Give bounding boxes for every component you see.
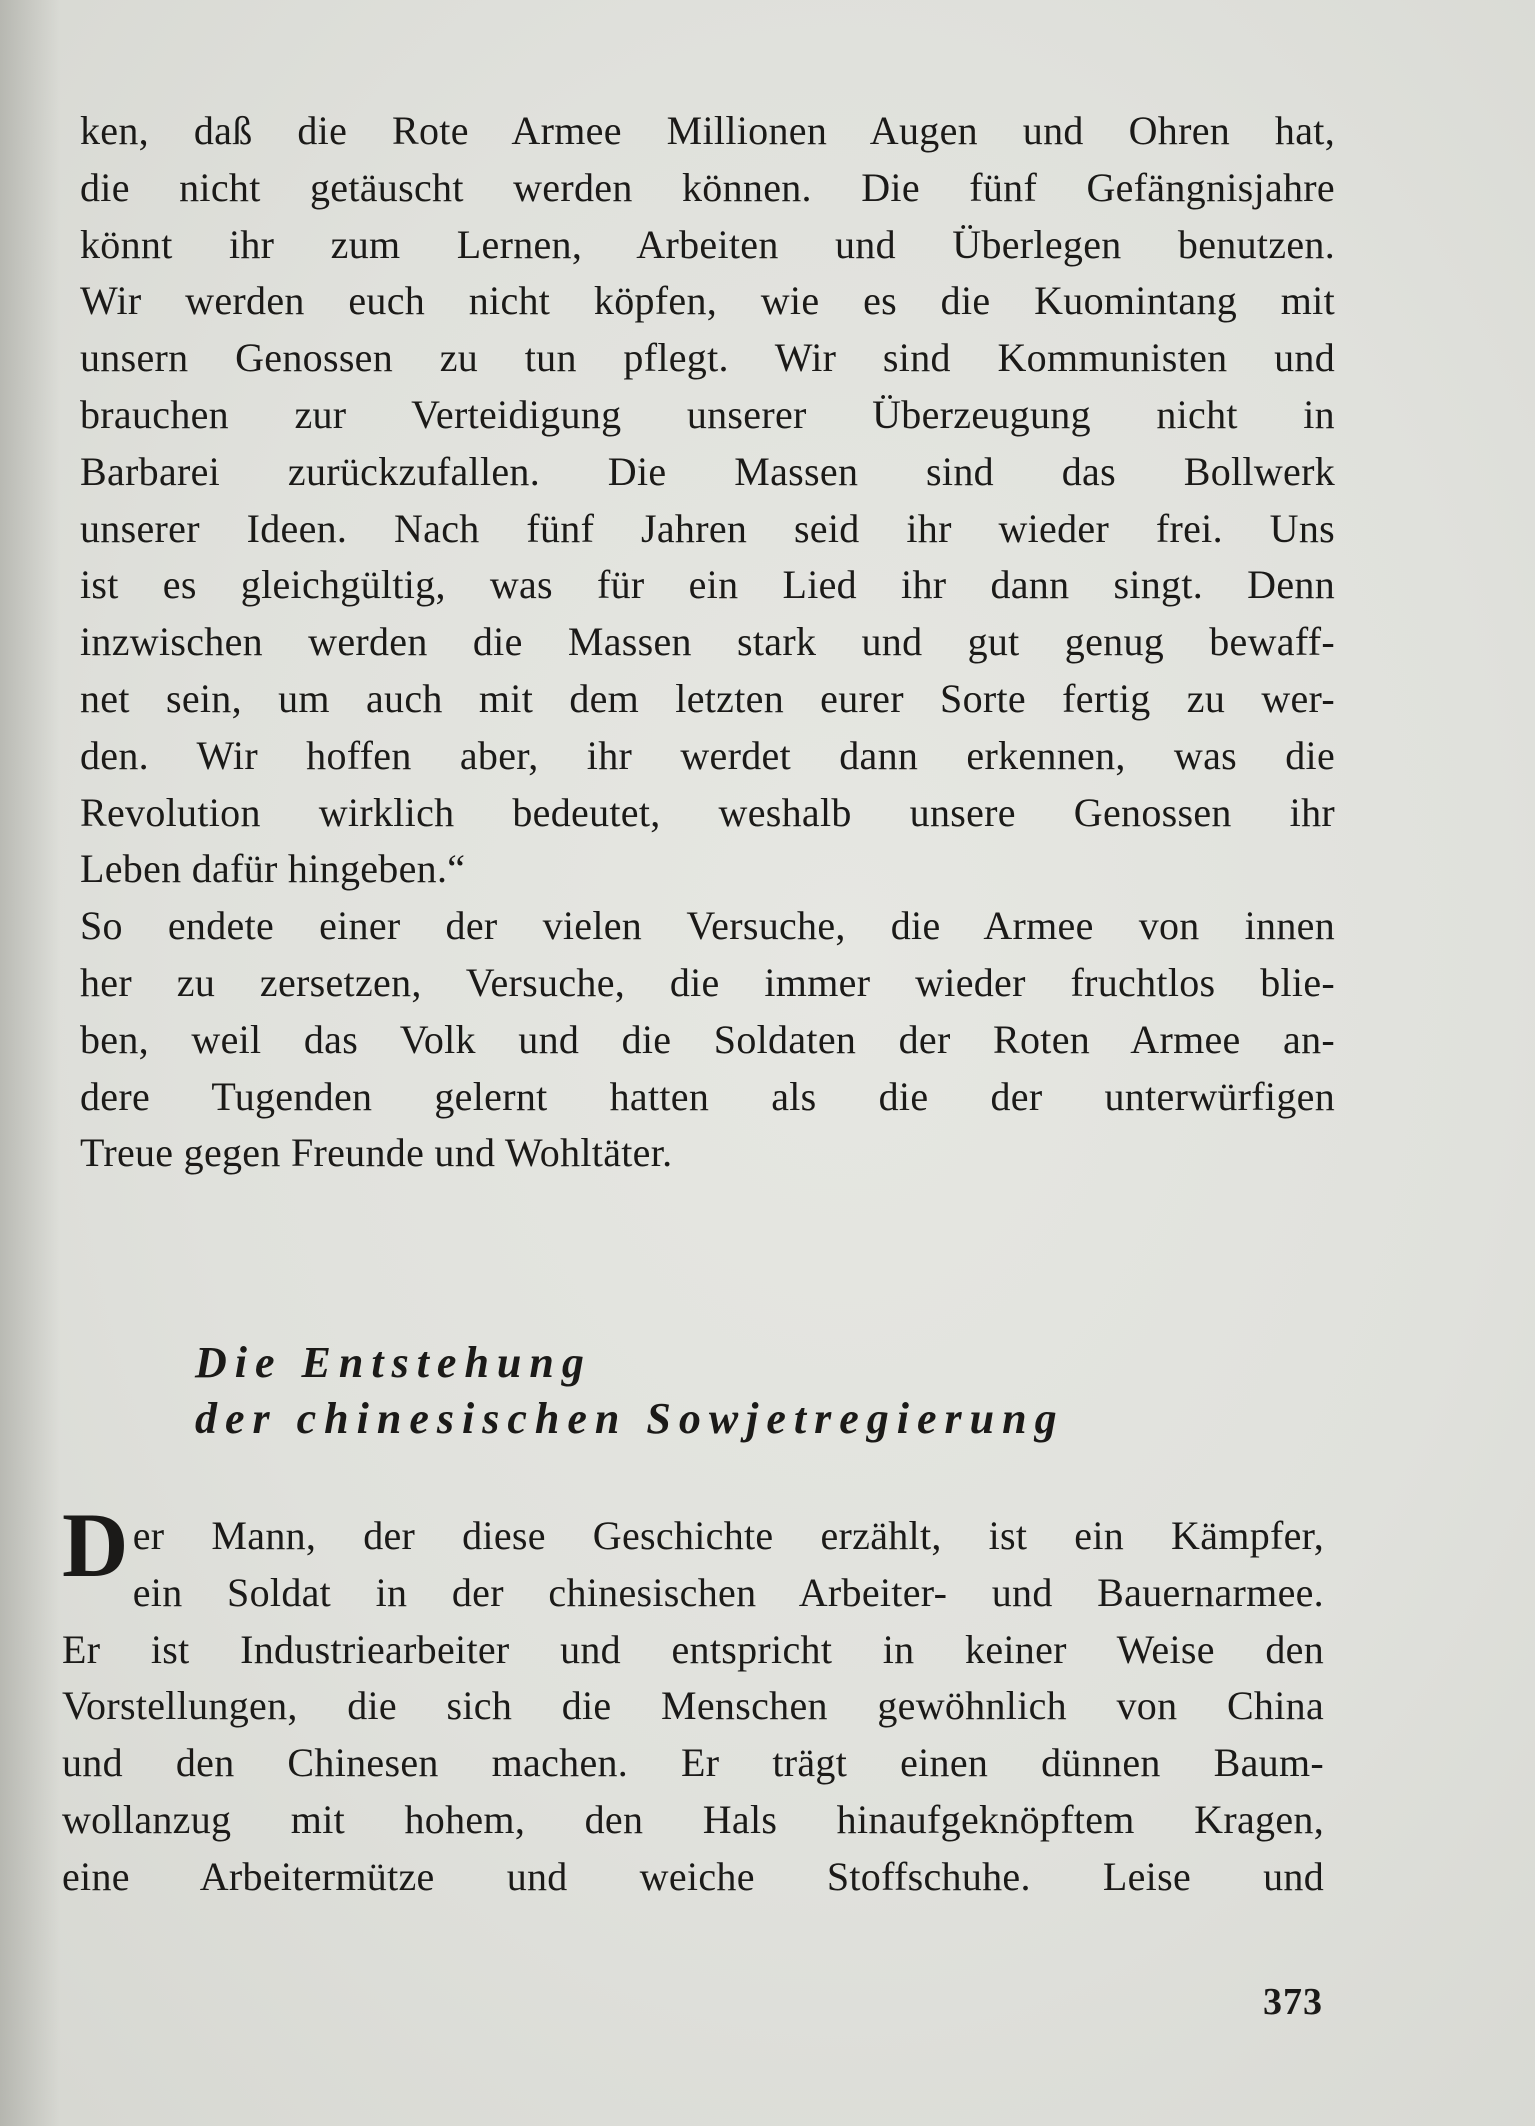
page-number: 373 xyxy=(1263,1981,1323,2023)
text-line: unserer Ideen. Nach fünf Jahren seid ihr wieder frei. Uns xyxy=(80,505,1335,551)
text-line: eine Arbeitermütze und weiche Stoffschuhe. Leise und xyxy=(62,1853,1324,1899)
text-line: und den Chinesen machen. Er trägt einen dünnen Baum- xyxy=(62,1740,1324,1786)
text-line: ben, weil das Volk und die Soldaten der Roten Armee an- xyxy=(80,1016,1335,1062)
text-line: den. Wir hoffen aber, ihr werdet dann erkennen, was die xyxy=(80,732,1335,778)
text-line: die nicht getäuscht werden können. Die fünf Gefängnisjahre xyxy=(80,164,1335,210)
text-line: brauchen zur Verteidigung unserer Überzeugung nicht in xyxy=(80,391,1335,437)
text-line: unsern Genossen zu tun pflegt. Wir sind Kommunisten und xyxy=(80,335,1335,381)
continuation-text xyxy=(80,103,1335,1182)
text-line: Er ist Industriearbeiter und entspricht in keiner Weise den xyxy=(62,1626,1324,1672)
chapter-heading xyxy=(195,1335,1065,1447)
text-line: inzwischen werden die Massen stark und gut genug bewaff- xyxy=(80,619,1335,665)
text-line: Vorstellungen, die sich die Menschen gewöhnlich von China xyxy=(62,1683,1324,1729)
text-line: dere Tugenden gelernt hatten als die der unterwürfigen xyxy=(80,1073,1335,1119)
text-line: her zu zersetzen, Versuche, die immer wieder fruchtlos blie- xyxy=(80,959,1335,1005)
chapter-heading-line-1: Die Entstehung xyxy=(195,1338,592,1387)
text-line: Barbarei zurückzufallen. Die Massen sind das Bollwerk xyxy=(80,448,1335,494)
text-line: Leben dafür hingeben.“ xyxy=(80,846,466,892)
text-line: könnt ihr zum Lernen, Arbeiten und Überlegen benutzen. xyxy=(80,221,1335,267)
text-line: ein Soldat in der chinesischen Arbeiter- und Bauernarmee. xyxy=(132,1569,1324,1615)
text-line: Revolution wirklich bedeutet, weshalb unsere Genossen ihr xyxy=(80,789,1335,835)
text-line: So endete einer der vielen Versuche, die Armee von innen xyxy=(80,903,1335,949)
drop-cap: D xyxy=(62,1494,129,1596)
gutter-shadow xyxy=(0,0,60,2126)
text-line: ist es gleichgültig, was für ein Lied ihr dann singt. Denn xyxy=(80,562,1335,608)
text-line: Treue gegen Freunde und Wohltäter. xyxy=(80,1130,673,1176)
chapter-heading-line-2: der chinesischen Sowjetregierung xyxy=(195,1394,1065,1443)
text-line: net sein, um auch mit dem letzten eurer Sorte fertig zu wer- xyxy=(80,675,1335,721)
text-line: wollanzug mit hohem, den Hals hinaufgeknöpftem Kragen, xyxy=(62,1796,1324,1842)
chapter-text xyxy=(62,1494,1324,1906)
text-line: Wir werden euch nicht köpfen, wie es die Kuomintang mit xyxy=(80,278,1335,324)
text-line: er Mann, der diese Geschichte erzählt, ist ein Kämpfer, xyxy=(132,1513,1324,1558)
text-line: ken, daß die Rote Armee Millionen Augen und Ohren hat, xyxy=(80,108,1335,153)
